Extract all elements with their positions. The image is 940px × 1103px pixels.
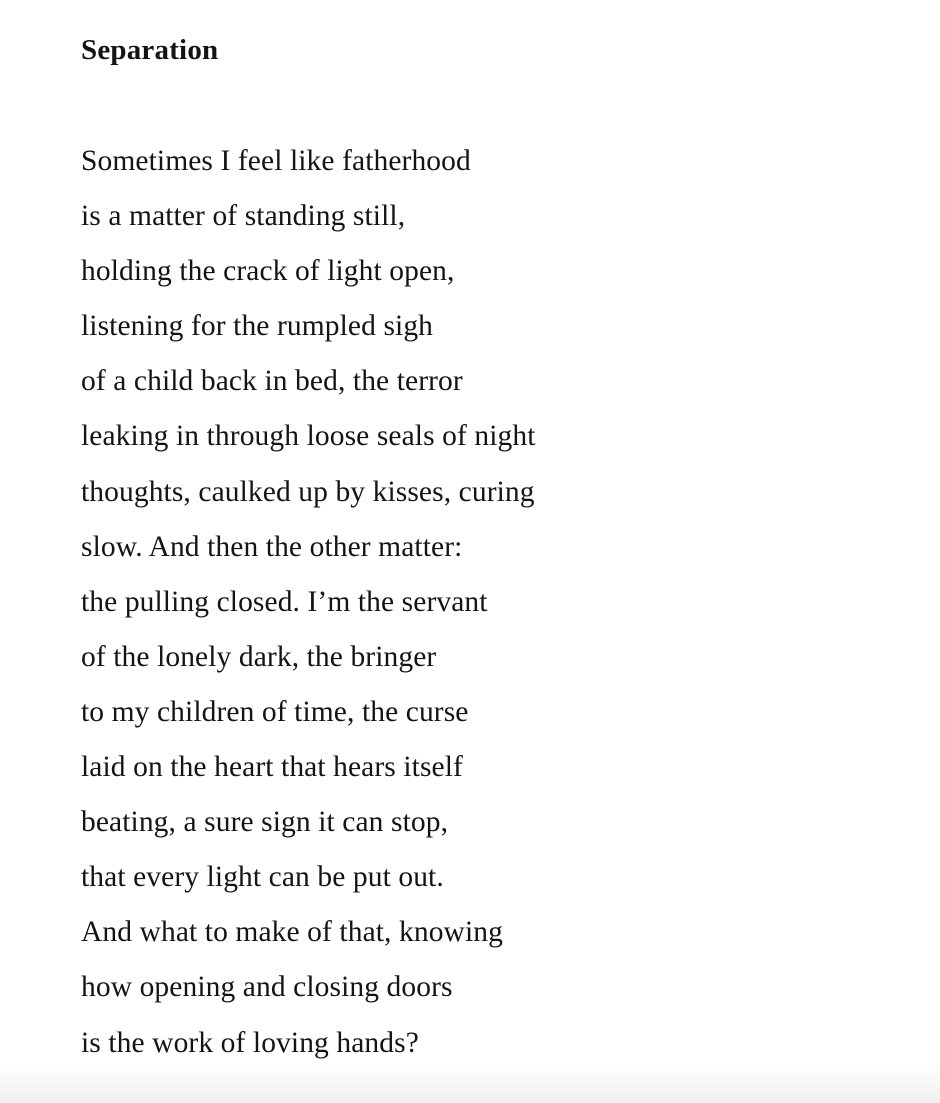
poem-line: to my children of time, the curse [81, 695, 469, 728]
poem-line: beating, a sure sign it can stop, [81, 806, 449, 839]
poem-line: of the lonely dark, the bringer [81, 640, 437, 673]
poem-title: Separation [81, 34, 219, 66]
poem-line: how opening and closing doors [81, 971, 453, 1004]
poem [81, 30, 881, 1059]
poem-line: slow. And then the other matter: [81, 530, 463, 563]
poem-line: thoughts, caulked up by kisses, curing [81, 475, 535, 508]
poem-body [81, 134, 536, 1071]
poem-line: leaking in through loose seals of night [81, 420, 536, 453]
poem-line: Sometimes I feel like fatherhood [81, 145, 471, 177]
poem-line: that every light can be put out. [81, 861, 444, 894]
poem-line: is a matter of standing still, [81, 200, 406, 233]
poem-line: listening for the rumpled sigh [81, 310, 434, 343]
poem-line: is the work of loving hands? [81, 1026, 419, 1059]
bottom-shadow [0, 1063, 940, 1103]
poem-line: the pulling closed. I’m the servant [81, 585, 488, 618]
poem-line: laid on the heart that hears itself [81, 751, 463, 784]
poem-line: And what to make of that, knowing [81, 916, 503, 949]
poem-line: of a child back in bed, the terror [81, 365, 463, 398]
poem-line: holding the crack of light open, [81, 255, 455, 288]
